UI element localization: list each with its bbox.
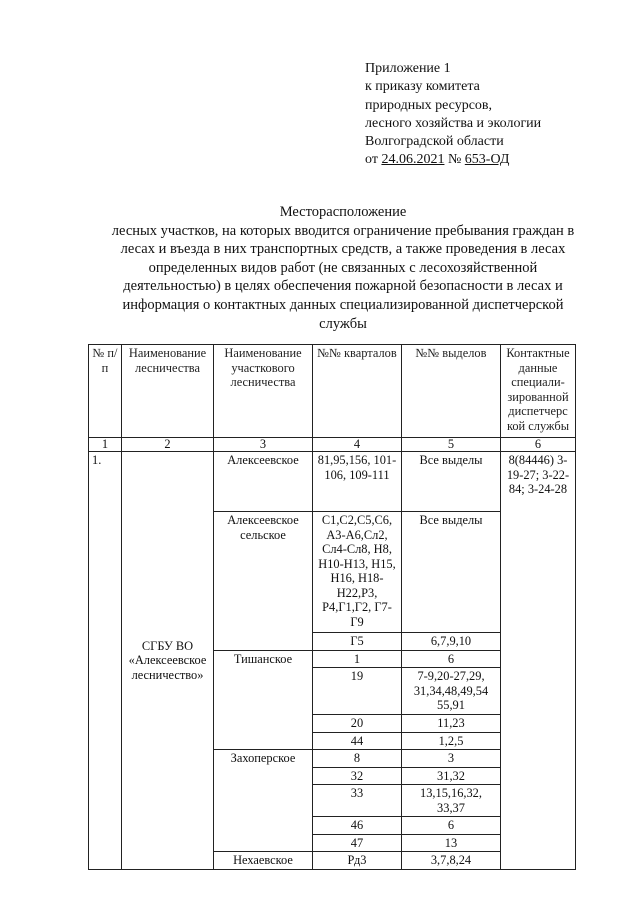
district-cell: Алексеевское [214, 452, 313, 512]
column-number: 5 [402, 438, 501, 452]
quarters-cell: 33 [313, 785, 402, 817]
plots-cell: Все выделы [402, 452, 501, 512]
quarters-cell: 44 [313, 732, 402, 750]
title-line: службы [319, 315, 367, 332]
title-line: определенных видов работ (не связанных с лесохозяйственной [148, 259, 538, 276]
district-cell: Тишанское [214, 650, 313, 750]
title-line: Месторасположение [279, 204, 407, 220]
appendix-line: Приложение 1 [365, 61, 451, 76]
district-cell: Нехаевское [214, 852, 313, 870]
quarters-cell: Рд3 [313, 852, 402, 870]
plots-cell: Все выделы [402, 512, 501, 633]
title-line: лесных участков, на которых вводится ограничение пребывания граждан в [111, 222, 575, 239]
appendix-line: природных ресурсов, [365, 97, 493, 113]
column-number: 4 [313, 438, 402, 452]
plots-cell: 1,2,5 [402, 732, 501, 750]
quarters-cell: 8 [313, 750, 402, 768]
plots-cell: 3 [402, 750, 501, 768]
plots-cell: 6,7,9,10 [402, 633, 501, 651]
title-line: информация о контактных данных специализированной диспетчерской [122, 296, 564, 313]
quarters-cell: 20 [313, 715, 402, 733]
column-number: 6 [501, 438, 576, 452]
number-label: № [447, 152, 462, 168]
plots-cell: 13 [402, 834, 501, 852]
document-title [88, 203, 598, 333]
plots-cell: 3,7,8,24 [402, 852, 501, 870]
column-number: 2 [122, 438, 214, 452]
header-cell: Контактные данные специали-зированной диспетчерс кой службы [501, 345, 576, 438]
order-number: 653-ОД [464, 152, 510, 168]
column-number: 3 [214, 438, 313, 452]
order-date: 24.06.2021 [381, 152, 445, 168]
column-number-row [89, 438, 576, 452]
plots-cell: 11,23 [402, 715, 501, 733]
table-row [89, 452, 576, 512]
from-label: от [365, 152, 378, 168]
header-cell: № п/п [89, 345, 122, 438]
title-line: деятельностью) в целях обеспечения пожарной безопасности в лесах и [123, 278, 563, 295]
header-cell: Наименование участкового лесничества [214, 345, 313, 438]
row-number-cell: 1. [89, 452, 122, 870]
quarters-cell: 81,95,156, 101-106, 109-111 [313, 452, 402, 512]
table-header-row [89, 345, 576, 438]
district-cell: Алексеевское сельское [214, 512, 313, 651]
plots-cell: 7-9,20-27,29, 31,34,48,49,54 55,91 [402, 668, 501, 715]
plots-cell: 31,32 [402, 767, 501, 785]
plots-cell: 6 [402, 817, 501, 835]
appendix-line: к приказу комитета [365, 79, 480, 95]
header-cell: №№ выделов [402, 345, 501, 438]
column-number: 1 [89, 438, 122, 452]
quarters-cell: 32 [313, 767, 402, 785]
quarters-cell: С1,С2,С5,С6, А3-А6,Сл2, Сл4-Сл8, Н8, Н10-Н13, Н15, Н16, Н18-Н22,Р3, Р4,Г1,Г2, Г7-Г9 [313, 512, 402, 633]
order-reference [365, 151, 541, 169]
plots-cell: 13,15,16,32, 33,37 [402, 785, 501, 817]
plots-cell: 6 [402, 650, 501, 668]
district-cell: Захоперское [214, 750, 313, 852]
quarters-cell: Г5 [313, 633, 402, 651]
forestry-cell: СГБУ ВО «Алексеевское лесничество» [122, 452, 214, 870]
quarters-cell: 46 [313, 817, 402, 835]
quarters-cell: 1 [313, 650, 402, 668]
appendix-line: Волгоградской области [365, 134, 504, 150]
appendix-line: лесного хозяйства и экологии [365, 115, 542, 131]
quarters-cell: 19 [313, 668, 402, 715]
appendix-block [365, 60, 541, 170]
quarters-cell: 47 [313, 834, 402, 852]
header-cell: Наименование лесничества [122, 345, 214, 438]
header-cell: №№ кварталов [313, 345, 402, 438]
contacts-cell: 8(84446) 3-19-27; 3-22-84; 3-24-28 [501, 452, 576, 870]
forest-plots-table [88, 344, 576, 870]
title-line: лесах и въезда в них транспортных средств, а также проведения в лесах [120, 241, 566, 258]
